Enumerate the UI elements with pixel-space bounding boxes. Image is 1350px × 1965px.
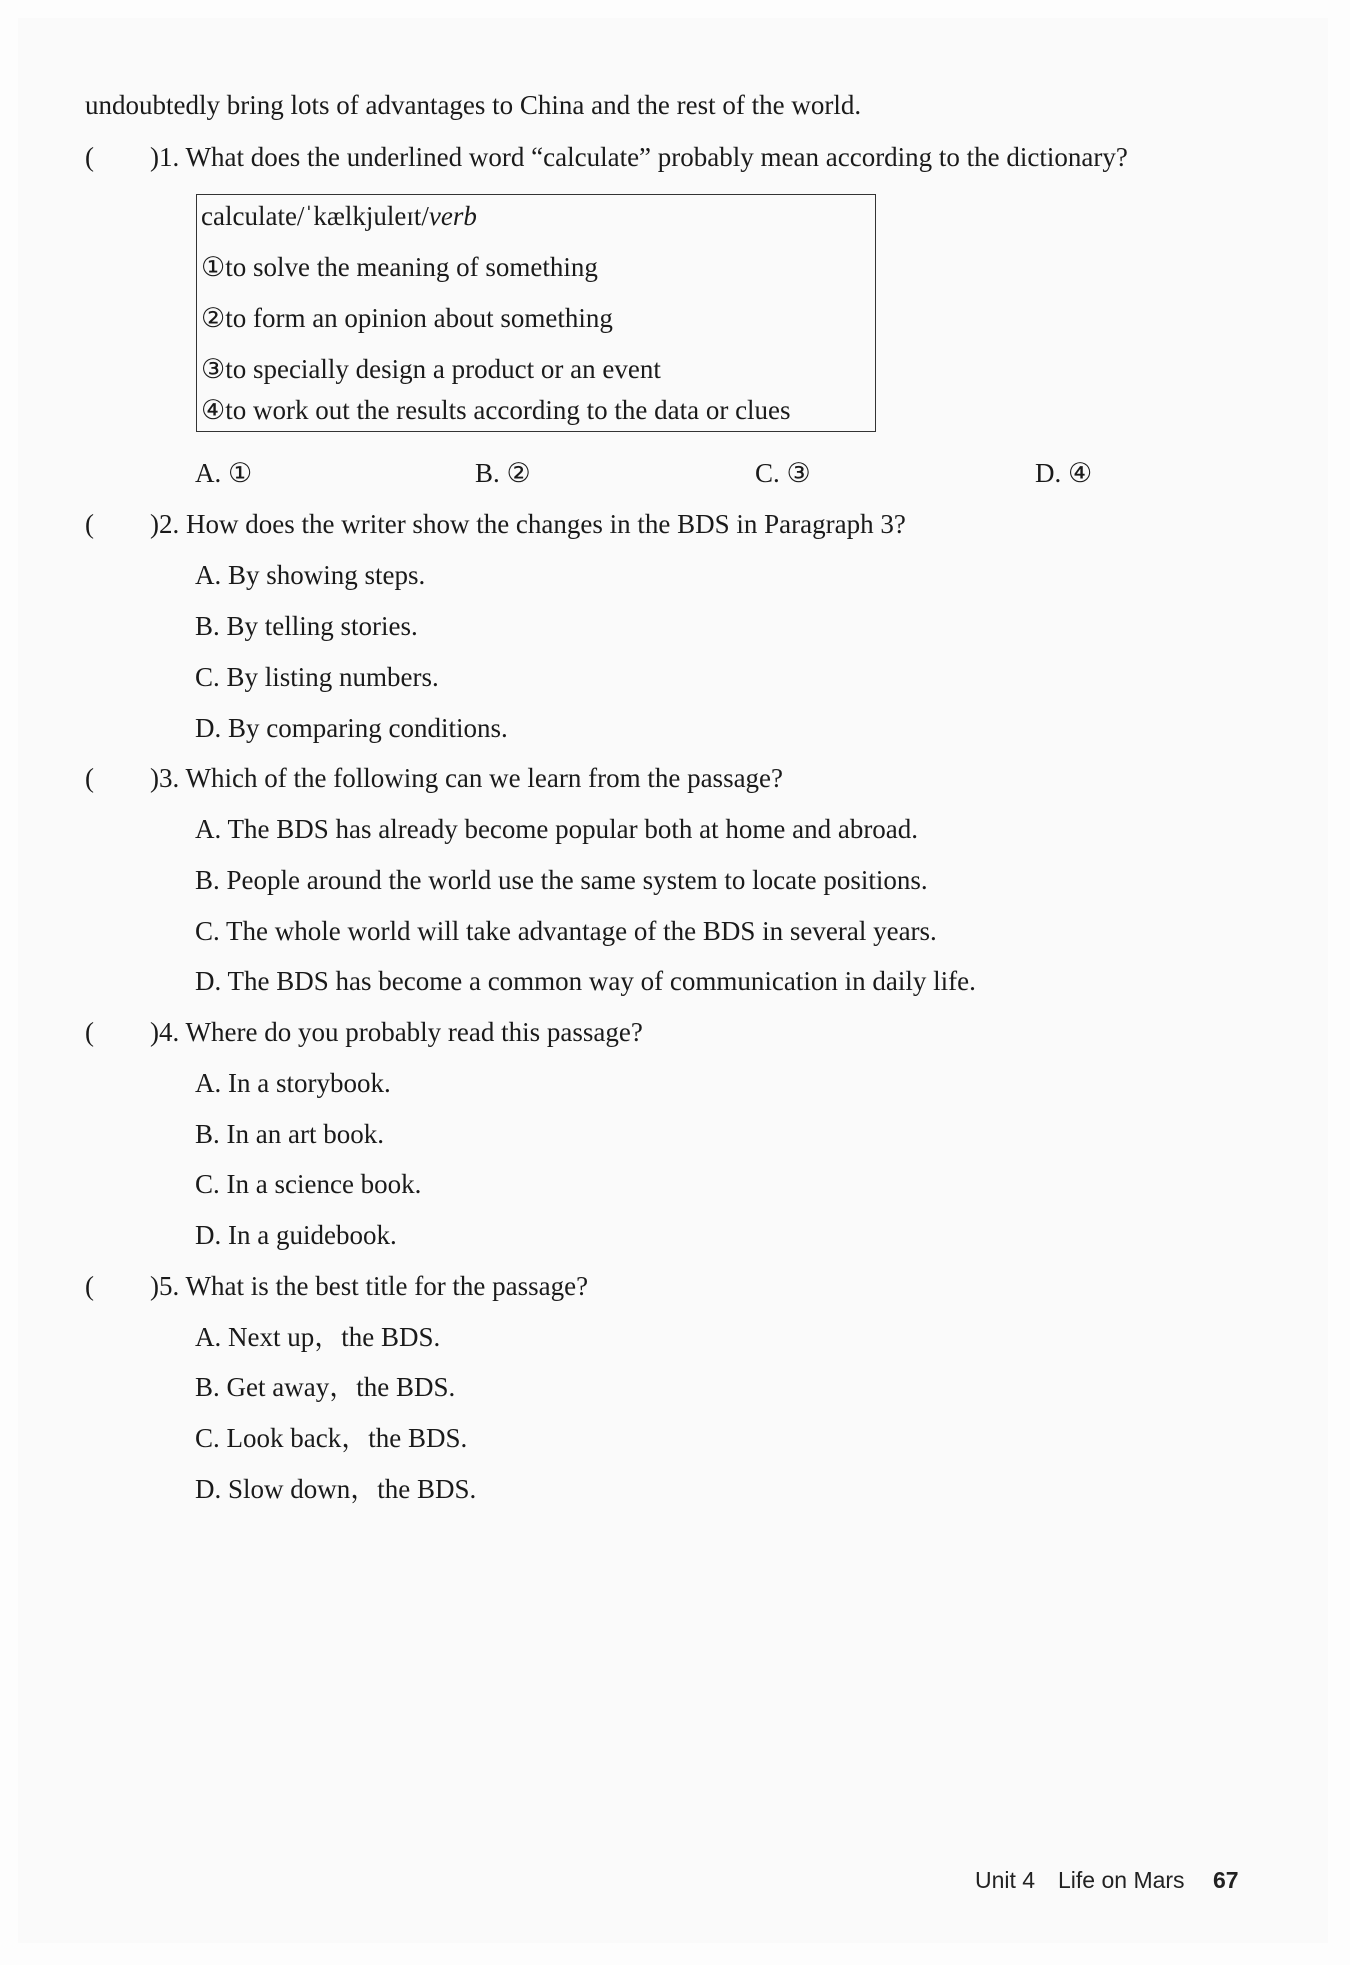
option-d[interactable]: D. In a guidebook. (195, 1220, 397, 1250)
option-b[interactable]: B. Get away，the BDS. (195, 1372, 456, 1402)
footer-title: Life on Mars (1058, 1867, 1185, 1893)
dictionary-sense: ①to solve the meaning of something (201, 252, 598, 282)
dictionary-headword (201, 199, 477, 233)
option-a[interactable]: A. Next up，the BDS. (195, 1322, 441, 1352)
page-number: 67 (1213, 1867, 1239, 1893)
option-a[interactable]: A. By showing steps. (195, 560, 426, 590)
option-a[interactable]: A. In a storybook. (195, 1068, 391, 1098)
intro-line: undoubtedly bring lots of advantages to China and the rest of the world. (85, 90, 862, 120)
option-b[interactable]: B. People around the world use the same system to locate positions. (195, 865, 928, 895)
option-b[interactable]: B. By telling stories. (195, 611, 418, 641)
question-text: )3. Which of the following can we learn from the passage? (150, 763, 784, 793)
dictionary-sense: ④to work out the results according to the data or clues (201, 395, 791, 425)
option-c[interactable]: C. Look back，the BDS. (195, 1423, 468, 1453)
headword: calculate/ˈkælkjuleɪt/ (201, 201, 429, 231)
option-d[interactable]: D. The BDS has become a common way of communication in daily life. (195, 966, 976, 996)
footer-unit: Unit 4 (975, 1867, 1036, 1893)
answer-bracket[interactable]: ( (85, 509, 94, 539)
question-text: )1. What does the underlined word “calculate” probably mean according to the dictionary? (150, 142, 1128, 172)
option-d[interactable]: D. By comparing conditions. (195, 713, 508, 743)
option-c[interactable]: C. By listing numbers. (195, 662, 439, 692)
answer-bracket[interactable]: ( (85, 763, 94, 793)
dictionary-entry (196, 194, 876, 432)
part-of-speech: verb (428, 201, 477, 231)
option-b[interactable]: B. ② (475, 458, 531, 488)
answer-bracket[interactable]: ( (85, 142, 94, 172)
option-d[interactable]: D. Slow down，the BDS. (195, 1474, 477, 1504)
dictionary-sense: ②to form an opinion about something (201, 303, 613, 333)
option-d[interactable]: D. ④ (1035, 458, 1093, 488)
question-text: )5. What is the best title for the passage? (150, 1271, 589, 1301)
option-c[interactable]: C. In a science book. (195, 1169, 422, 1199)
option-a[interactable]: A. ① (195, 458, 253, 488)
option-a[interactable]: A. The BDS has already become popular both at home and abroad. (195, 814, 919, 844)
option-c[interactable]: C. ③ (755, 458, 811, 488)
question-text: )4. Where do you probably read this passage? (150, 1017, 643, 1047)
dictionary-sense: ③to specially design a product or an event (201, 354, 661, 384)
answer-bracket[interactable]: ( (85, 1017, 94, 1047)
answer-bracket[interactable]: ( (85, 1271, 94, 1301)
question-text: )2. How does the writer show the changes in the BDS in Paragraph 3? (150, 509, 906, 539)
option-c[interactable]: C. The whole world will take advantage of the BDS in several years. (195, 916, 937, 946)
option-b[interactable]: B. In an art book. (195, 1119, 384, 1149)
